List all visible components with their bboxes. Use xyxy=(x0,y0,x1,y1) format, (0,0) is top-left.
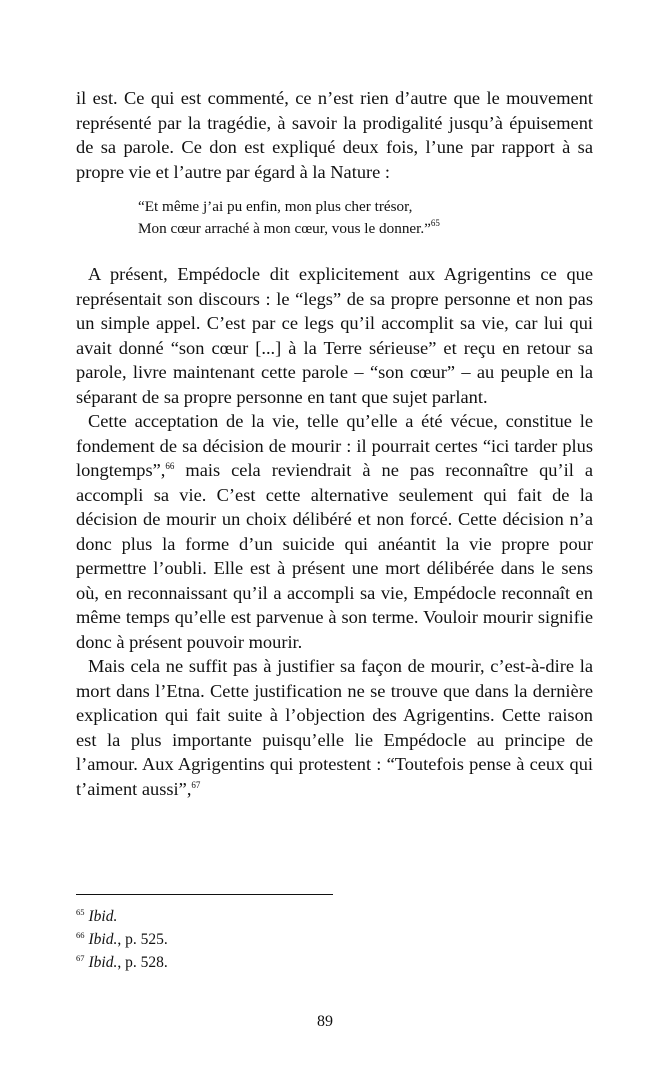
paragraph-4 xyxy=(76,654,593,801)
footnote-66: $^{66}$ Ibid., p. 525. xyxy=(76,930,168,948)
paragraph-2: A présent, Empédocle dit explicitement aux Agrigentins ce que représentait son discours : le “legs” de sa propre personne et non pas un simple appel. C’est par ce legs qu’il accomplit sa vie, car lui qui avait donné “son cœur [...] à la Terre sérieuse” et reçu en retour sa parole, livre maintenant cette parole – “son cœur” – au peuple en la séparant de sa propre personne en tant que sujet parlant. xyxy=(76,264,593,407)
quote-line-1: “Et même j’ai pu enfin, mon plus cher trésor, xyxy=(138,198,413,215)
footnote-67: $^{67}$ Ibid., p. 528. xyxy=(76,953,168,971)
footnote-separator xyxy=(76,894,333,895)
quote-line-2: Mon cœur arraché à mon cœur, vous le donner.”$^{65}$ xyxy=(138,218,440,237)
footnote-ref-66[interactable]: 66 xyxy=(165,461,175,471)
footnote-ref-65[interactable]: 65 xyxy=(430,218,440,228)
block-quote xyxy=(138,196,593,240)
paragraph-1: il est. Ce qui est commenté, ce n’est rien d’autre que le mouvement représenté par la tragédie, à savoir la prodigalité jusqu’à épuisement de sa parole. Ce don est expliqué deux fois, l’une par rapport à sa propre vie et l’autre par égard à la Nature : xyxy=(76,88,593,182)
paragraph-3-start: Cette acceptation de la vie, telle qu’elle a été vécue, constitue le fondement de sa décision de mourir : il pourrait certes “ici tarder plus longtemps”, xyxy=(76,411,593,480)
paragraph-3-end: mais cela reviendrait à ne pas reconnaître qu’il a accompli sa vie. C’est cette alternative seulement qui fait de la décision de mourir un choix délibéré et non forcé. Cette décision n’a donc plus la forme d’un suicide qui anéantit la vie propre pour permettre l’oubli. Elle est à présent une mort délibérée dans le sens où, en reconnaissant qu’il a accompli sa vie, Empédocle reconnaît en même temps qu’elle est parvenue à son terme. Vouloir mourir signifie donc à présent pouvoir mourir. xyxy=(76,460,593,652)
footnote-ref-67[interactable]: 67 xyxy=(191,779,201,790)
paragraph-4-text: Mais cela ne suffit pas à justifier sa façon de mourir, c’est-à-dire la mort dans l’Etna. Cette justification ne se trouve que dans la dernière explication qui fait suite à l’objection des Agrigentins. Cette raison est la plus importante puisqu’elle lie Empédocle au principe de l’amour. Aux Agrigentins qui protestent : “Toutefois pense à ceux qui t’aiment aussi”, xyxy=(76,656,593,799)
page-body xyxy=(76,86,593,801)
footnote-65: $^{65}$ Ibid. xyxy=(76,907,118,925)
footnotes xyxy=(76,905,168,974)
paragraph-3 xyxy=(76,409,593,654)
page-number: 89 xyxy=(317,1013,333,1030)
